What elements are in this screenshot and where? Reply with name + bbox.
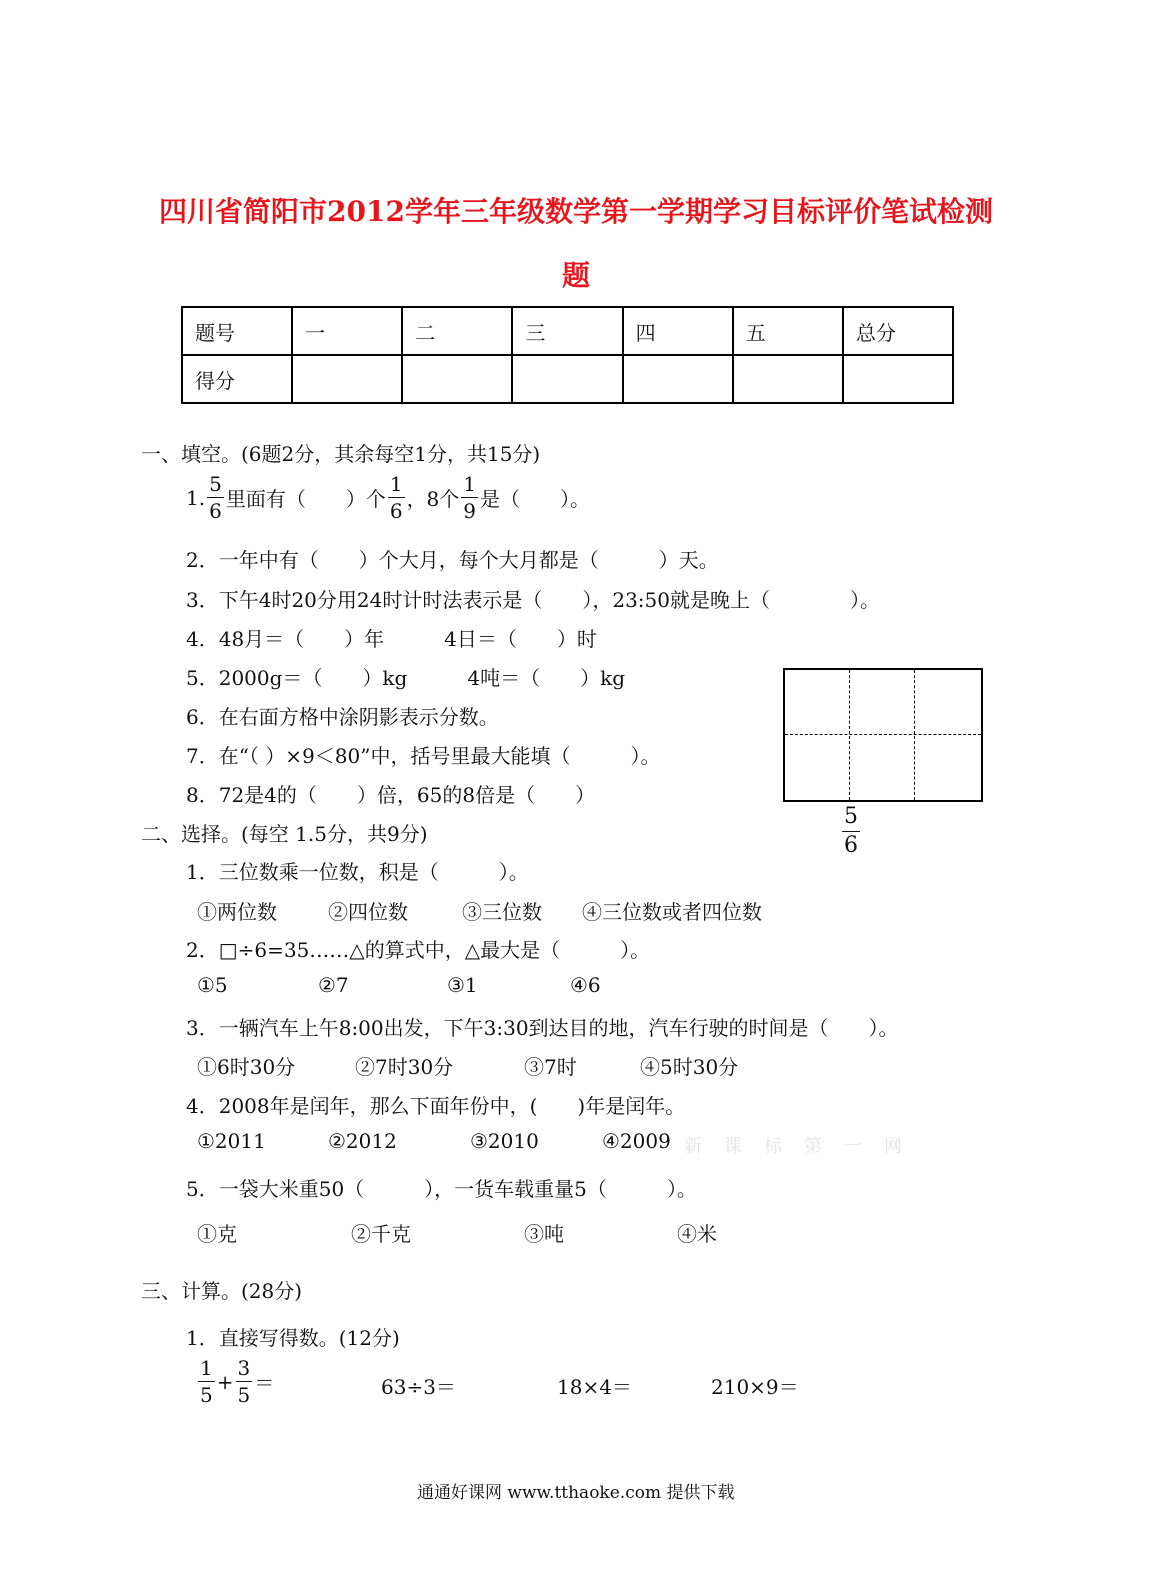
- score-table: [181, 306, 954, 404]
- option: ②千克: [351, 1222, 411, 1246]
- page-title-continued: 题: [561, 259, 590, 292]
- numerator: 3: [237, 1356, 251, 1380]
- equals-sign: ＝: [254, 1371, 275, 1395]
- score-table-score-row: [182, 355, 953, 403]
- grid-divider: [785, 734, 981, 735]
- question-1-2: 2．一年中有（ ）个大月，每个大月都是（ ）天。: [186, 548, 719, 572]
- question-1-7: 7．在“（ ）×9＜80”中，括号里最大能填（ ）。: [186, 744, 661, 768]
- option: ①克: [197, 1222, 237, 1246]
- fraction-5-6: [207, 474, 224, 521]
- question-1-3: 3．下午4时20分用24时计时法表示是（ ），23:50就是晚上（ ）。: [186, 588, 880, 612]
- grid-divider: [914, 670, 915, 800]
- denominator: 6: [844, 833, 858, 858]
- score-header-cell: 总分: [843, 307, 953, 355]
- watermark: 新课标第一网: [684, 1136, 924, 1157]
- option: ④三位数或者四位数: [582, 900, 762, 924]
- fraction-1-9: [461, 474, 478, 521]
- footer-text: 通通好课网 www.tthaoke.com 提供下载: [417, 1483, 735, 1503]
- grid-fraction-label: [840, 806, 862, 857]
- option: ④6: [570, 973, 601, 997]
- score-header-cell: 五: [733, 307, 843, 355]
- question-text: 里面有（ ）个: [225, 487, 386, 511]
- score-cell: [512, 355, 622, 403]
- expression: 63÷3＝: [381, 1375, 456, 1399]
- denominator: 9: [463, 499, 477, 523]
- fraction-3-5: [236, 1358, 253, 1405]
- grid-divider: [849, 670, 850, 800]
- section-1-heading: 一、填空。(6题2分，其余每空1分，共15分): [141, 442, 541, 466]
- score-header-cell: 四: [623, 307, 733, 355]
- fraction-grid: [783, 668, 983, 802]
- option: ③1: [447, 973, 478, 997]
- score-cell: [402, 355, 512, 403]
- question-2-3: 3．一辆汽车上午8:00出发，下午3:30到达目的地，汽车行驶的时间是（ ）。: [186, 1016, 899, 1040]
- score-cell: [623, 355, 733, 403]
- numerator: 1: [389, 472, 403, 496]
- operator: +: [216, 1369, 234, 1394]
- option: ④2009: [602, 1129, 671, 1153]
- section-2-heading: 二、选择。(每空 1.5分，共9分): [141, 822, 428, 846]
- section-3-heading: 三、计算。(28分): [141, 1279, 303, 1303]
- score-table-header-row: [182, 307, 953, 355]
- numerator: 5: [209, 472, 222, 496]
- expression: 18×4＝: [557, 1375, 632, 1399]
- question-text: ，8个: [406, 487, 460, 511]
- question-2-5: 5．一袋大米重50（ ），一货车载重量5（ ）。: [186, 1177, 697, 1201]
- denominator: 6: [389, 499, 403, 523]
- option: ②7时30分: [355, 1055, 454, 1079]
- option: ②2012: [328, 1129, 397, 1153]
- score-cell: [733, 355, 843, 403]
- numerator: 5: [842, 806, 860, 832]
- fraction-1-6: [388, 474, 405, 521]
- option: ②7: [318, 973, 349, 997]
- option: ①两位数: [197, 900, 277, 924]
- fraction-5-6: [842, 806, 860, 857]
- numerator: 1: [463, 472, 477, 496]
- question-text: 是（ ）。: [480, 487, 591, 511]
- question-2-1: 1．三位数乘一位数，积是（ ）。: [186, 860, 529, 884]
- denominator: 5: [200, 1383, 213, 1407]
- question-number: 1.: [186, 485, 206, 510]
- option: ③吨: [524, 1222, 564, 1246]
- score-cell: [292, 355, 402, 403]
- question-1-1: [186, 474, 590, 521]
- option: ①2011: [197, 1129, 266, 1153]
- score-header-cell: 三: [512, 307, 622, 355]
- score-row-label: 得分: [182, 355, 292, 403]
- expression: 210×9＝: [711, 1375, 799, 1399]
- score-header-cell: 二: [402, 307, 512, 355]
- question-3-1: 1．直接写得数。(12分): [186, 1326, 400, 1350]
- fraction-1-5: [198, 1358, 215, 1405]
- option: ④米: [677, 1222, 717, 1246]
- question-2-4: 4．2008年是闰年，那么下面年份中，( )年是闰年。: [186, 1094, 686, 1118]
- score-cell: [843, 355, 953, 403]
- option: ①5: [197, 973, 228, 997]
- option: ④5时30分: [640, 1055, 739, 1079]
- denominator: 5: [237, 1383, 251, 1407]
- page-title: 四川省简阳市2012学年三年级数学第一学期学习目标评价笔试检测: [159, 195, 993, 228]
- option: ③7时: [524, 1055, 577, 1079]
- denominator: 6: [209, 499, 222, 523]
- numerator: 1: [200, 1356, 213, 1380]
- option: ②四位数: [328, 900, 408, 924]
- score-header-cell: 题号: [182, 307, 292, 355]
- question-2-2: 2．□÷6=35……△的算式中，△最大是（ ）。: [186, 938, 651, 962]
- question-1-4: 4．48月＝（ ）年 4日＝（ ）时: [186, 627, 597, 651]
- option: ③2010: [470, 1129, 539, 1153]
- question-1-8: 8．72是4的（ ）倍，65的8倍是（ ）: [186, 783, 596, 807]
- question-1-5: 5．2000g＝（ ）kg 4吨＝（ ）kg: [186, 666, 625, 690]
- score-header-cell: 一: [292, 307, 402, 355]
- expression-fraction-sum: [196, 1358, 274, 1405]
- option: ③三位数: [462, 900, 542, 924]
- question-1-6: 6．在右面方格中涂阴影表示分数。: [186, 705, 499, 729]
- option: ①6时30分: [197, 1055, 296, 1079]
